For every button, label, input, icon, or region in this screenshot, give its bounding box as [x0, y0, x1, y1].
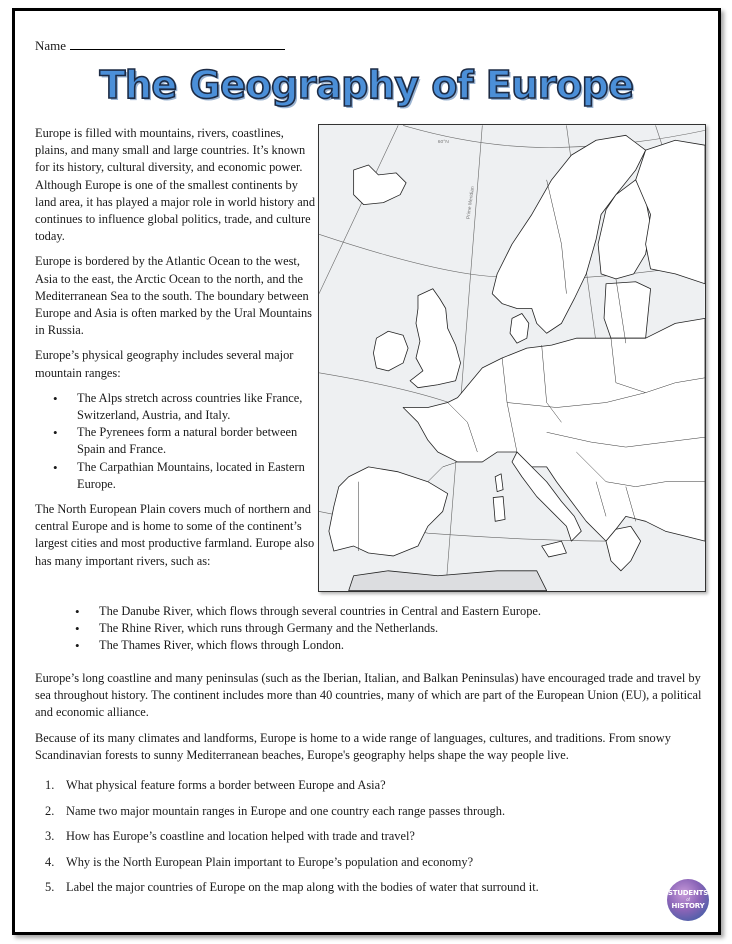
intro-paragraph: Europe is filled with mountains, rivers, coastlines, plains, and many small and large countries. It’s known for its history, cultural diversity, and economic power. Although Europe is one of the smallest continents by land area, it has played a major role in world history and continues to influence global politics, trade, and culture today. [35, 126, 316, 244]
culture-paragraph: Because of its many climates and landforms, Europe is home to a wide range of languages, cultures, and traditions. From snowy Scandinavian forests to sunny Mediterranean beaches, Europe's geography helps shape the way people live. [35, 730, 671, 762]
coastline-paragraph: Europe’s long coastline and many peninsulas (such as the Iberian, Italian, and Balkan Peninsulas) have encouraged trade and travel by sea throughout history. The continent includes more than 40 countries, many of which are part of the European Union (EU), a political and economic alliance. [35, 671, 702, 720]
borders-paragraph: Europe is bordered by the Atlantic Ocean to the west, Asia to the east, the Arctic Ocean to the north, and the Mediterranean Sea to the south. The boundary between Europe and Asia is often marked by the Ural Mountains in Russia. [35, 254, 313, 338]
list-item: • The Alps stretch across countries like France, Switzerland, Austria, and Italy. [77, 390, 317, 424]
list-item: • The Danube River, which flows through several countries in Central and Eastern Europe. [99, 603, 699, 620]
question-item [35, 829, 675, 855]
sardinia-shape [493, 497, 505, 522]
logo-line-1: STUDENTS [667, 889, 709, 897]
closing-text [35, 670, 705, 772]
question-item [35, 778, 675, 804]
list-item: • The Pyrenees form a natural border between Spain and France. [77, 424, 317, 458]
list-item: • The Carpathian Mountains, located in Eastern Europe. [77, 459, 317, 493]
question-list [35, 778, 675, 906]
logo-line-2: of [686, 897, 690, 902]
britain-shape [410, 289, 460, 388]
question-item [35, 880, 675, 906]
question-item [35, 804, 675, 830]
sicily-shape [542, 541, 567, 557]
iceland-shape [354, 165, 406, 205]
ireland-shape [373, 331, 408, 371]
mountains-intro: Europe’s physical geography includes several major mountain ranges: [35, 348, 294, 380]
denmark-shape [510, 313, 529, 343]
worksheet-page [12, 8, 721, 935]
question-item [35, 855, 675, 881]
question-text: Label the major countries of Europe on the map along with the bodies of water that surround it. [66, 880, 539, 894]
question-number: 4. [45, 854, 55, 869]
students-of-history-logo [667, 879, 709, 921]
question-text: Why is the North European Plain important to Europe’s population and economy? [66, 854, 474, 869]
name-label: Name [35, 38, 67, 53]
question-text: What physical feature forms a border between Europe and Asia? [66, 778, 386, 792]
question-number: 2. [45, 803, 55, 818]
plain-paragraph: The North European Plain covers much of northern and central Europe and is home to some of the continent’s largest cities and most productive farmland. Europe also has many important rivers, such as: [35, 502, 315, 568]
meridian-label: Prime Meridian [466, 186, 477, 220]
page-title: The Geography of Europe [99, 63, 634, 107]
iberia-shape [329, 467, 448, 556]
list-item: • The Thames River, which flows through London. [99, 637, 699, 654]
list-item: • The Rhine River, which runs through Germany and the Netherlands. [99, 620, 699, 637]
question-number: 1. [45, 778, 55, 792]
question-text: How has Europe’s coastline and location helped with trade and travel? [66, 829, 415, 843]
map-graphic [319, 125, 705, 591]
mountain-list [35, 390, 317, 493]
latitude-label: 60°N [437, 140, 449, 146]
corsica-shape [495, 474, 503, 492]
question-text: Name two major mountain ranges in Europe and one country each range passes through. [66, 803, 506, 818]
baltics-shape [604, 282, 651, 338]
europe-outline-map [318, 124, 706, 592]
name-field [35, 38, 285, 54]
left-column-text [35, 125, 317, 578]
name-blank-line[interactable] [70, 38, 285, 50]
river-list [35, 603, 699, 655]
question-number: 3. [45, 829, 55, 843]
logo-line-3: HISTORY [671, 902, 705, 910]
question-number: 5. [45, 880, 55, 894]
north-africa-shape [349, 571, 547, 591]
